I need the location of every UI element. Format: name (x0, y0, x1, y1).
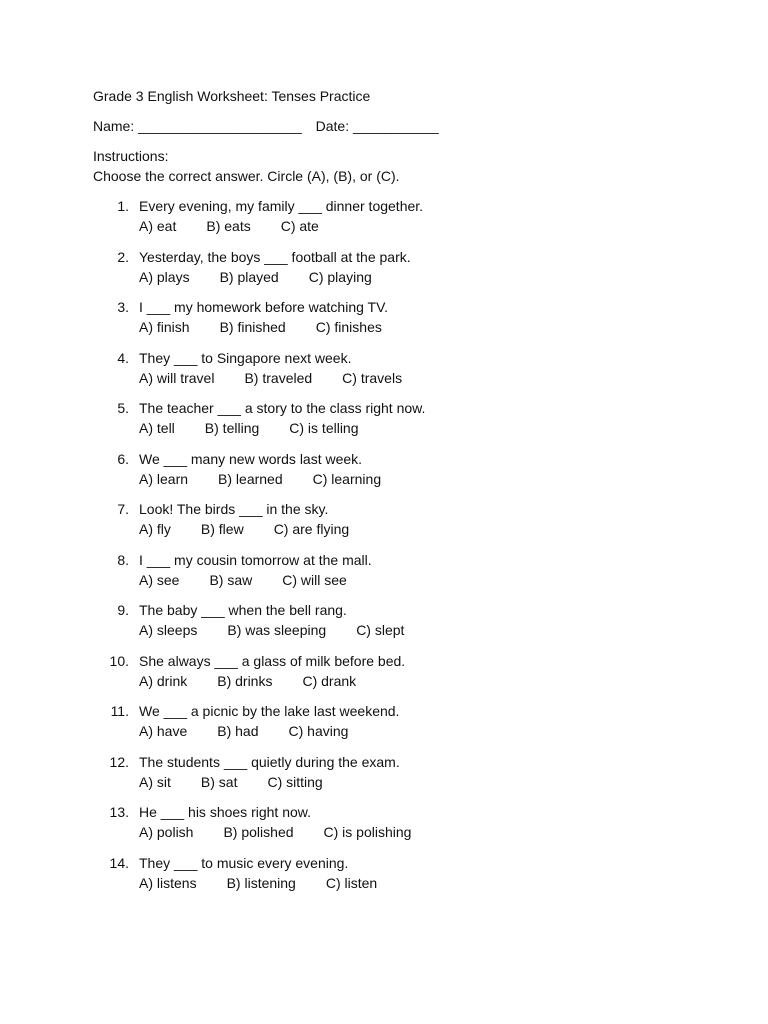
question-text: I ___ my cousin tomorrow at the mall. (139, 551, 372, 568)
answer-options (139, 317, 713, 337)
question-item (93, 701, 713, 741)
answer-option[interactable]: A) fly (139, 521, 171, 537)
answer-option[interactable]: C) is polishing (323, 824, 412, 840)
question-number: 2. (117, 248, 129, 265)
answer-option[interactable]: A) sit (139, 773, 171, 790)
answer-options (139, 519, 713, 539)
question-item (93, 247, 713, 287)
answer-options (139, 772, 713, 792)
question-text: We ___ many new words last week. (139, 450, 363, 467)
question-number: 3. (117, 299, 129, 315)
answer-option[interactable]: C) will see (282, 571, 347, 588)
question-number: 10. (109, 652, 129, 669)
answer-option[interactable]: C) ate (280, 218, 319, 234)
answer-option[interactable]: A) will travel (139, 369, 215, 386)
instructions-block (93, 146, 713, 186)
question-item (93, 600, 713, 640)
answer-option[interactable]: A) listens (139, 874, 197, 891)
answer-option[interactable]: B) telling (204, 420, 260, 436)
question-number: 5. (117, 400, 129, 416)
question-text: Look! The birds ___ in the sky. (139, 501, 329, 517)
answer-option[interactable]: B) flew (200, 521, 244, 537)
answer-options (139, 469, 713, 489)
answer-options (139, 822, 713, 842)
question-list (93, 196, 713, 893)
answer-option[interactable]: B) played (219, 268, 279, 285)
answer-options (139, 418, 713, 438)
answer-option[interactable]: B) traveled (244, 369, 313, 386)
answer-option[interactable]: A) drink (139, 672, 188, 689)
answer-option[interactable]: B) learned (218, 470, 283, 487)
answer-options (139, 216, 713, 236)
answer-option[interactable]: C) is telling (289, 420, 359, 436)
answer-options (139, 368, 713, 388)
question-item (93, 196, 713, 236)
worksheet-page (93, 86, 713, 903)
question-text: The students ___ quietly during the exam. (139, 753, 400, 770)
question-text: The baby ___ when the bell rang. (139, 602, 347, 618)
answer-options (139, 620, 713, 640)
question-text: They ___ to music every evening. (139, 854, 349, 871)
question-number: 4. (117, 349, 129, 366)
question-number: 7. (117, 501, 129, 517)
answer-options (139, 873, 713, 893)
instructions-text: Choose the correct answer. Circle (A), (B), or (C). (93, 168, 400, 184)
answer-option[interactable]: A) sleeps (139, 622, 198, 638)
answer-options (139, 671, 713, 691)
question-text: Every evening, my family ___ dinner together. (139, 198, 424, 214)
answer-option[interactable]: A) tell (139, 420, 175, 436)
question-text: She always ___ a glass of milk before bed. (139, 652, 406, 669)
question-text: I ___ my homework before watching TV. (139, 299, 389, 315)
answer-options (139, 267, 713, 287)
question-item (93, 449, 713, 489)
answer-option[interactable]: B) finished (219, 319, 286, 335)
answer-option[interactable]: B) was sleeping (227, 622, 327, 638)
answer-option[interactable]: C) playing (308, 268, 372, 285)
question-number: 1. (117, 198, 129, 214)
question-text: Yesterday, the boys ___ football at the park. (139, 248, 411, 265)
question-text: The teacher ___ a story to the class right now. (139, 400, 426, 416)
answer-option[interactable]: A) learn (139, 470, 189, 487)
answer-option[interactable]: C) drank (302, 672, 357, 689)
answer-option[interactable]: A) plays (139, 268, 190, 285)
question-item (93, 499, 713, 539)
question-text: We ___ a picnic by the lake last weekend. (139, 703, 400, 719)
question-number: 14. (109, 854, 129, 871)
question-item (93, 398, 713, 438)
answer-option[interactable]: B) saw (209, 571, 253, 588)
question-item (93, 651, 713, 691)
answer-option[interactable]: C) sitting (267, 773, 323, 790)
date-label: Date: ___________ (315, 118, 439, 134)
answer-option[interactable]: B) drinks (217, 672, 273, 689)
question-item (93, 348, 713, 388)
question-item (93, 297, 713, 337)
answer-option[interactable]: C) travels (342, 369, 403, 386)
answer-option[interactable]: A) polish (139, 824, 194, 840)
answer-option[interactable]: A) finish (139, 319, 190, 335)
question-number: 9. (117, 602, 129, 618)
worksheet-title: Grade 3 English Worksheet: Tenses Practice (93, 88, 371, 104)
question-number: 13. (109, 804, 129, 820)
answer-option[interactable]: B) had (217, 723, 259, 739)
question-number: 11. (110, 703, 129, 719)
question-text: They ___ to Singapore next week. (139, 349, 352, 366)
question-number: 8. (117, 551, 129, 568)
answer-option[interactable]: C) slept (356, 622, 405, 638)
answer-option[interactable]: B) sat (200, 773, 238, 790)
answer-option[interactable]: C) listen (325, 874, 378, 891)
answer-option[interactable]: A) have (139, 723, 188, 739)
answer-option[interactable]: C) are flying (273, 521, 350, 537)
question-number: 12. (109, 753, 129, 770)
name-label: Name: _____________________ (93, 118, 302, 134)
answer-option[interactable]: C) learning (312, 470, 382, 487)
question-number: 6. (117, 450, 129, 467)
answer-option[interactable]: B) listening (226, 874, 296, 891)
answer-option[interactable]: C) finishes (315, 319, 382, 335)
instructions-heading: Instructions: (93, 148, 169, 164)
question-item (93, 802, 713, 842)
name-date-row (93, 116, 713, 136)
answer-option[interactable]: A) see (139, 571, 180, 588)
question-item (93, 752, 713, 792)
answer-option[interactable]: A) eat (139, 218, 177, 234)
question-item (93, 853, 713, 893)
answer-option[interactable]: B) polished (223, 824, 294, 840)
question-item (93, 550, 713, 590)
question-text: He ___ his shoes right now. (139, 804, 311, 820)
answer-option[interactable]: C) having (288, 723, 349, 739)
answer-option[interactable]: B) eats (206, 218, 251, 234)
answer-options (139, 570, 713, 590)
answer-options (139, 721, 713, 741)
